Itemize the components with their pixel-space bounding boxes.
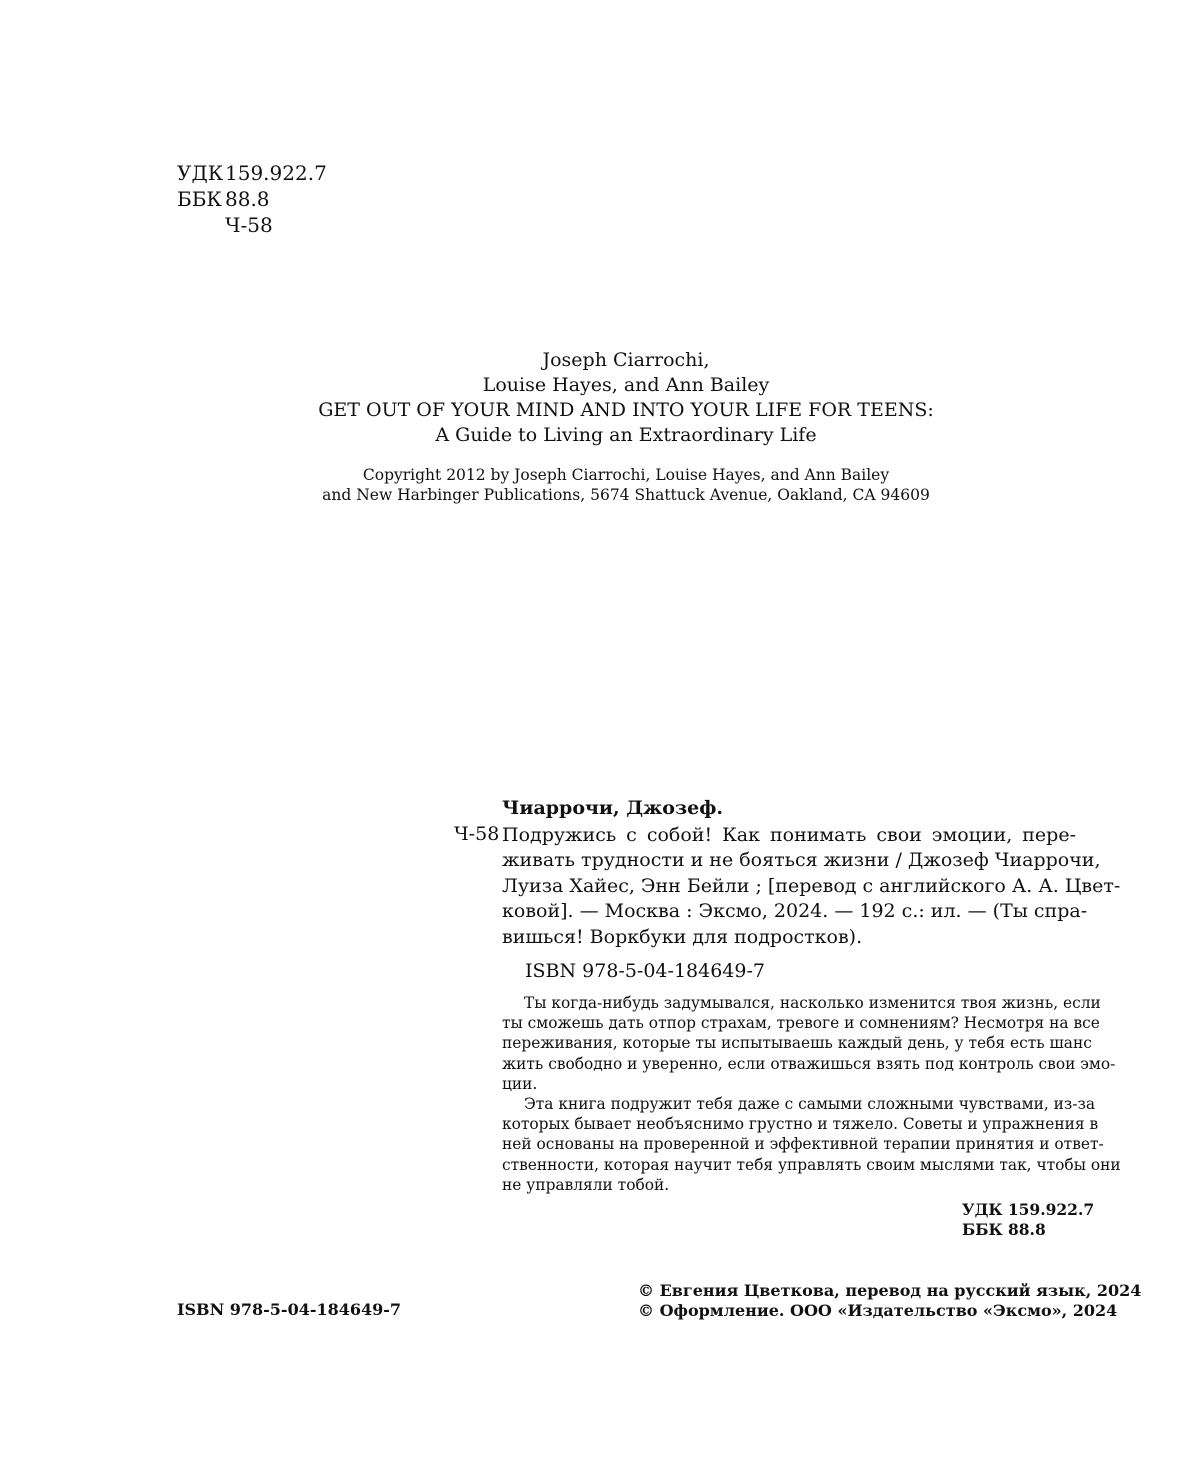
- original-copyright: Copyright 2012 by Joseph Ciarrochi, Louise Hayes, and Ann Bailey and New Harbinger Publications, 5674 Shattuck Avenue, Oakland, CA 94609: [322, 466, 930, 504]
- card-bbk: ББК 88.8: [962, 1220, 1046, 1239]
- original-subtitle: A Guide to Living an Extraordinary Life: [435, 424, 817, 446]
- card-description: Подружись с собой! Как понимать свои эмоции, пере- живать трудности и не бояться жизни / Джозеф Чиаррочи, Луиза Хайес, Энн Бейли ; [перевод с английского А. А. Цвет- ковой]. — Москва : Эксмо, 2024. — 192 с.: ил. — (Ты спра- вишься! Воркбуки для подростков).: [502, 824, 1121, 948]
- original-authors-line-1: Joseph Ciarrochi,: [542, 349, 710, 371]
- card-code: Ч-58: [454, 823, 500, 845]
- bbk-line: ББК 88.8: [177, 187, 270, 211]
- footer-copyright: [638, 1281, 1141, 1321]
- card-classification: [962, 1200, 1094, 1240]
- original-title: GET OUT OF YOUR MIND AND INTO YOUR LIFE FOR TEENS:: [318, 399, 934, 421]
- classification-block: [177, 160, 327, 238]
- copyright-translation: © Евгения Цветкова, перевод на русский язык, 2024: [638, 1281, 1142, 1300]
- card-udk: УДК 159.922.7: [962, 1200, 1095, 1219]
- udk-line: УДК159.922.7: [177, 161, 327, 185]
- copyright-design: © Оформление. ООО «Издательство «Эксмо», 2024: [638, 1301, 1118, 1320]
- author-mark: Ч-58: [225, 213, 273, 237]
- original-authors-line-2: Louise Hayes, and Ann Bailey: [482, 374, 770, 396]
- annotation: Ты когда-нибудь задумывался, насколько изменится твоя жизнь, если ты сможешь дать отпор страхам, тревоге и сомнениям? Несмотря на все переживания, которые ты испытываешь каждый день, у тебя есть шанс жить свободно и уверенно, если отважишься взять под контроль свои эмо- ции. Эта книга подружит тебя даже с самыми сложными чувствами, из-за которых бывает необъяснимо грустно и тяжело. Советы и упражнения в ней основаны на проверенной и эффективной терапии принятия и ответ- ственности, которая научит тебя управлять своим мыслями так, чтобы они не управляли тобой.: [502, 994, 1121, 1194]
- card-isbn: ISBN 978-5-04-184649-7: [525, 960, 765, 982]
- footer-isbn: ISBN 978-5-04-184649-7: [177, 1300, 402, 1319]
- original-edition-block: [196, 348, 1056, 448]
- card-author: Чиаррочи, Джозеф.: [502, 797, 723, 819]
